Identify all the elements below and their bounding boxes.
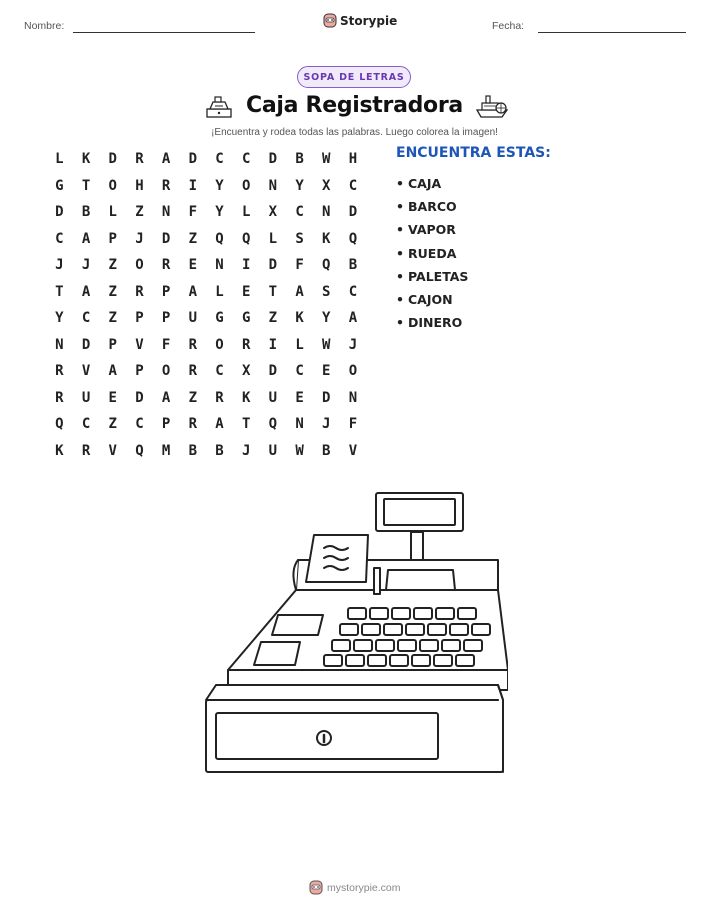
grid-letter[interactable]: P	[135, 363, 144, 380]
grid-letter[interactable]: N	[295, 416, 304, 433]
grid-letter[interactable]: P	[108, 336, 117, 353]
grid-letter[interactable]: H	[348, 151, 358, 168]
register-key	[362, 624, 380, 635]
grid-letter[interactable]: R	[161, 177, 171, 194]
grid-letter[interactable]: W	[295, 442, 304, 459]
grid-letter[interactable]: N	[161, 204, 171, 221]
date-line[interactable]	[538, 32, 686, 33]
grid-letter[interactable]: O	[108, 177, 117, 194]
grid-letter[interactable]: T	[241, 416, 251, 433]
cash-register-illustration	[198, 490, 508, 780]
grid-row	[46, 305, 366, 332]
grid-letter[interactable]: B	[215, 442, 224, 459]
grid-letter[interactable]: B	[188, 442, 197, 459]
grid-letter[interactable]: Z	[188, 389, 197, 406]
grid-letter[interactable]: C	[348, 283, 358, 300]
grid-letter[interactable]: Q	[215, 230, 224, 247]
grid-letter[interactable]: C	[81, 310, 91, 327]
grid-letter[interactable]: O	[215, 336, 224, 353]
grid-letter[interactable]: V	[81, 363, 91, 380]
register-key	[376, 640, 394, 651]
word-list-item	[396, 242, 468, 265]
grid-letter[interactable]: K	[295, 310, 304, 327]
grid-letter[interactable]: L	[55, 151, 64, 168]
grid-letter[interactable]: P	[161, 310, 171, 327]
grid-row	[46, 173, 366, 200]
bullet: •	[396, 176, 404, 192]
word-text: PALETAS	[408, 268, 469, 284]
grid-letter[interactable]: T	[81, 177, 91, 194]
grid-letter[interactable]: R	[135, 151, 144, 168]
grid-letter[interactable]: W	[322, 336, 331, 353]
grid-letter[interactable]: Y	[215, 177, 224, 194]
register-key	[456, 655, 474, 666]
word-text: CAJON	[408, 292, 453, 308]
grid-letter[interactable]: L	[295, 336, 304, 353]
grid-letter[interactable]: B	[322, 442, 331, 459]
grid-letter[interactable]: Q	[322, 257, 331, 274]
grid-letter[interactable]: D	[55, 204, 64, 221]
grid-letter[interactable]: E	[295, 389, 304, 406]
bullet: •	[396, 268, 404, 284]
word-list-title: ENCUENTRA ESTAS:	[396, 145, 551, 161]
word-text: RUEDA	[408, 245, 457, 261]
grid-letter[interactable]: Z	[188, 230, 197, 247]
footer-url[interactable]: mystorypie.com	[327, 882, 401, 894]
grid-letter[interactable]: A	[188, 283, 197, 300]
grid-letter[interactable]: E	[108, 389, 117, 406]
grid-letter[interactable]: R	[188, 363, 197, 380]
word-list-item	[396, 195, 468, 218]
register-key	[368, 655, 386, 666]
word-list	[396, 172, 468, 334]
grid-letter[interactable]: N	[55, 336, 64, 353]
grid-letter[interactable]: Q	[348, 230, 358, 247]
grid-letter[interactable]: I	[268, 336, 278, 353]
grid-letter[interactable]: G	[55, 177, 64, 194]
register-key	[464, 640, 482, 651]
grid-row	[46, 146, 366, 173]
grid-letter[interactable]: D	[161, 230, 171, 247]
grid-letter[interactable]: B	[348, 257, 358, 274]
grid-letter[interactable]: D	[135, 389, 144, 406]
grid-letter[interactable]: N	[322, 204, 331, 221]
instructions: ¡Encuentra y rodea todas las palabras. Luego colorea la imagen!	[211, 127, 498, 138]
register-key	[324, 655, 342, 666]
grid-letter[interactable]: D	[268, 257, 278, 274]
grid-letter[interactable]: C	[81, 416, 91, 433]
grid-letter[interactable]: J	[241, 442, 251, 459]
grid-letter[interactable]: K	[241, 389, 251, 406]
grid-letter[interactable]: D	[108, 151, 117, 168]
grid-letter[interactable]: T	[268, 283, 278, 300]
grid-letter[interactable]: C	[241, 151, 251, 168]
grid-letter[interactable]: A	[348, 310, 358, 327]
register-key	[428, 624, 446, 635]
grid-letter[interactable]: P	[108, 230, 117, 247]
bullet: •	[396, 199, 404, 215]
grid-letter[interactable]: Y	[215, 204, 224, 221]
grid-letter[interactable]: V	[135, 336, 144, 353]
grid-letter[interactable]: V	[108, 442, 117, 459]
grid-letter[interactable]: J	[322, 416, 331, 433]
grid-letter[interactable]: Q	[135, 442, 144, 459]
grid-letter[interactable]: L	[268, 230, 278, 247]
grid-letter[interactable]: F	[188, 204, 197, 221]
grid-letter[interactable]: W	[322, 151, 331, 168]
grid-letter[interactable]: D	[322, 389, 331, 406]
grid-letter[interactable]: L	[241, 204, 251, 221]
grid-letter[interactable]: A	[161, 151, 171, 168]
grid-row	[46, 279, 366, 306]
grid-letter[interactable]: J	[135, 230, 144, 247]
grid-letter[interactable]: B	[295, 151, 304, 168]
grid-letter[interactable]: I	[188, 177, 197, 194]
grid-letter[interactable]: M	[161, 442, 171, 459]
grid-letter[interactable]: A	[295, 283, 304, 300]
register-key	[354, 640, 372, 651]
register-key	[412, 655, 430, 666]
register-key	[406, 624, 424, 635]
grid-letter[interactable]: D	[268, 151, 278, 168]
grid-letter[interactable]: N	[268, 177, 278, 194]
grid-letter[interactable]: Q	[241, 230, 251, 247]
grid-letter[interactable]: L	[108, 204, 117, 221]
bullet: •	[396, 315, 404, 331]
grid-letter[interactable]: D	[81, 336, 91, 353]
grid-letter[interactable]: E	[188, 257, 197, 274]
grid-letter[interactable]: A	[81, 283, 91, 300]
grid-letter[interactable]: T	[55, 283, 64, 300]
register-key	[384, 624, 402, 635]
grid-letter[interactable]: G	[215, 310, 224, 327]
grid-letter[interactable]: R	[135, 283, 144, 300]
grid-letter[interactable]: H	[135, 177, 144, 194]
grid-letter[interactable]: N	[215, 257, 224, 274]
grid-row	[46, 252, 366, 279]
brand-name: Storypie	[340, 14, 398, 28]
grid-letter[interactable]: K	[55, 442, 64, 459]
grid-letter[interactable]: Y	[295, 177, 304, 194]
grid-letter[interactable]: A	[81, 230, 91, 247]
grid-letter[interactable]: I	[241, 257, 251, 274]
grid-letter[interactable]: Z	[108, 416, 117, 433]
register-key	[420, 640, 438, 651]
page-title: Caja Registradora	[246, 93, 463, 118]
grid-letter[interactable]: Q	[55, 416, 64, 433]
grid-letter[interactable]: C	[295, 363, 304, 380]
grid-letter[interactable]: C	[215, 151, 224, 168]
name-line[interactable]	[73, 32, 255, 33]
register-key	[458, 608, 476, 619]
grid-letter[interactable]: R	[215, 389, 224, 406]
word-text: DINERO	[408, 315, 463, 331]
grid-letter[interactable]: D	[268, 363, 278, 380]
register-key	[370, 608, 388, 619]
word-text: CAJA	[408, 176, 442, 192]
footer	[309, 880, 401, 896]
grid-row	[46, 199, 366, 226]
grid-letter[interactable]: X	[268, 204, 278, 221]
grid-letter[interactable]: R	[161, 257, 171, 274]
brand-logo	[323, 13, 397, 29]
word-search-grid[interactable]	[46, 146, 366, 464]
activity-badge: SOPA DE LETRAS	[297, 66, 411, 88]
grid-row	[46, 358, 366, 385]
grid-row	[46, 385, 366, 412]
grid-letter[interactable]: R	[81, 442, 91, 459]
grid-letter[interactable]: J	[55, 257, 64, 274]
register-key	[472, 624, 490, 635]
grid-letter[interactable]: A	[215, 416, 224, 433]
grid-letter[interactable]: L	[215, 283, 224, 300]
grid-row	[46, 226, 366, 253]
bullet: •	[396, 222, 404, 238]
grid-letter[interactable]: Z	[135, 204, 144, 221]
register-key	[398, 640, 416, 651]
name-label: Nombre:	[24, 20, 65, 32]
register-key	[436, 608, 454, 619]
grid-letter[interactable]: Z	[108, 310, 117, 327]
grid-letter[interactable]: D	[188, 151, 197, 168]
grid-letter[interactable]: F	[295, 257, 304, 274]
word-list-item	[396, 311, 468, 334]
grid-letter[interactable]: Z	[268, 310, 278, 327]
grid-letter[interactable]: F	[348, 416, 358, 433]
register-key	[340, 624, 358, 635]
register-key	[390, 655, 408, 666]
grid-letter[interactable]: P	[161, 416, 171, 433]
grid-letter[interactable]: C	[348, 177, 358, 194]
register-key	[332, 640, 350, 651]
grid-letter[interactable]: R	[188, 336, 197, 353]
register-key	[434, 655, 452, 666]
storypie-logo-icon	[309, 880, 323, 896]
grid-letter[interactable]: G	[241, 310, 251, 327]
grid-letter[interactable]: S	[295, 230, 304, 247]
grid-letter[interactable]: P	[161, 283, 171, 300]
word-list-item	[396, 218, 468, 241]
grid-letter[interactable]: O	[241, 177, 251, 194]
grid-letter[interactable]: R	[188, 416, 197, 433]
grid-letter[interactable]: V	[348, 442, 358, 459]
word-text: BARCO	[408, 199, 457, 215]
grid-letter[interactable]: O	[348, 363, 358, 380]
grid-letter[interactable]: E	[241, 283, 251, 300]
grid-letter[interactable]: D	[348, 204, 358, 221]
grid-letter[interactable]: A	[108, 363, 117, 380]
grid-letter[interactable]: R	[241, 336, 251, 353]
grid-letter[interactable]: R	[55, 363, 64, 380]
grid-letter[interactable]: Y	[55, 310, 64, 327]
grid-letter[interactable]: U	[268, 389, 278, 406]
grid-letter[interactable]: X	[322, 177, 331, 194]
storypie-logo-icon	[323, 13, 337, 29]
grid-letter[interactable]: U	[81, 389, 91, 406]
grid-letter[interactable]: C	[295, 204, 304, 221]
grid-letter[interactable]: Z	[108, 283, 117, 300]
bullet: •	[396, 245, 404, 261]
register-key	[442, 640, 460, 651]
grid-letter[interactable]: F	[161, 336, 171, 353]
grid-letter[interactable]: U	[188, 310, 197, 327]
grid-letter[interactable]: J	[348, 336, 358, 353]
grid-letter[interactable]: Q	[268, 416, 278, 433]
register-key	[450, 624, 468, 635]
grid-letter[interactable]: K	[81, 151, 91, 168]
word-list-item	[396, 265, 468, 288]
grid-letter[interactable]: N	[348, 389, 358, 406]
register-key	[414, 608, 432, 619]
grid-letter[interactable]: P	[135, 310, 144, 327]
grid-letter[interactable]: J	[81, 257, 91, 274]
register-key	[346, 655, 364, 666]
grid-letter[interactable]: C	[55, 230, 64, 247]
register-key	[348, 608, 366, 619]
word-list-item	[396, 172, 468, 195]
grid-letter[interactable]: X	[241, 363, 251, 380]
bullet: •	[396, 292, 404, 308]
grid-letter[interactable]: K	[322, 230, 331, 247]
grid-letter[interactable]: Y	[322, 310, 331, 327]
grid-letter[interactable]: U	[268, 442, 278, 459]
grid-letter[interactable]: O	[135, 257, 144, 274]
word-text: VAPOR	[408, 222, 456, 238]
grid-letter[interactable]: B	[81, 204, 91, 221]
grid-letter[interactable]: S	[322, 283, 331, 300]
register-key	[392, 608, 410, 619]
date-label: Fecha:	[492, 20, 525, 32]
grid-row	[46, 438, 366, 465]
grid-letter[interactable]: O	[161, 363, 171, 380]
grid-letter[interactable]: E	[322, 363, 331, 380]
grid-letter[interactable]: R	[55, 389, 64, 406]
grid-row	[46, 332, 366, 359]
grid-letter[interactable]: Z	[108, 257, 117, 274]
grid-letter[interactable]: C	[135, 416, 144, 433]
grid-letter[interactable]: A	[161, 389, 171, 406]
grid-letter[interactable]: C	[215, 363, 224, 380]
grid-row	[46, 411, 366, 438]
word-list-item	[396, 288, 468, 311]
